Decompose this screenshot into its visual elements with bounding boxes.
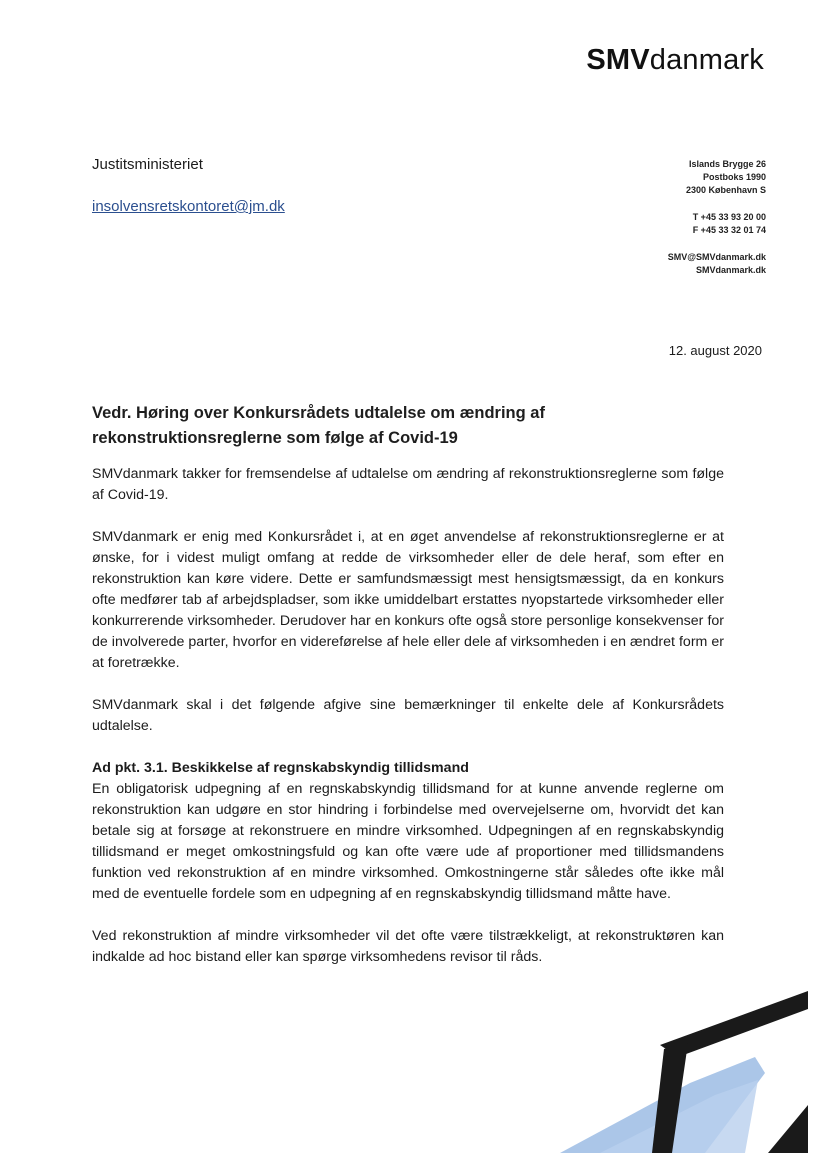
brand-decoration-graphic <box>540 985 810 1155</box>
sender-address-line: Postboks 1990 <box>702 172 766 182</box>
recipient-email-link[interactable]: insolvensretskontoret@jm.dk <box>92 198 285 215</box>
letter-subject: Vedr. Høring over Konkursrådets udtalelse om ændring af rekonstruktionsreglerne som følge af Covid-19 <box>92 404 545 447</box>
smvdanmark-logo: SMVdanmark <box>586 44 764 76</box>
letter-body <box>92 464 724 989</box>
sender-address-line: 2300 København S <box>685 185 766 195</box>
sender-address-line: Islands Brygge 26 <box>688 159 766 169</box>
sender-contact-block <box>668 158 766 277</box>
section-paragraph: En obligatorisk udpegning af en regnskabskyndig tillidsmand for at kunne anvende reglerne om rekonstruktion kan udgøre en stor hindring i forbindelse med overvejelserne om, hvorvidt det kan betale sig at forsøge at rekonstruere en mindre virksomhed. Udpegningen af en regnskabskyndig tillidsmand er meget omkostningsfuld og kan ofte være ude af proportioner med tillidsmandens funktion ved rekonstruktion af en mindre virksomhed. Omkostningerne står således ofte ikke mål med de eventuelle fordele som en udpegning af en regnskabskyndig tillidsmand måtte have. <box>92 781 724 902</box>
sender-phone: T +45 33 93 20 00 <box>692 212 766 222</box>
sender-fax: F +45 33 32 01 74 <box>692 225 766 235</box>
letter-date: 12. august 2020 <box>668 343 762 358</box>
recipient-name: Justitsministeriet <box>92 156 203 173</box>
section-heading: Ad pkt. 3.1. Beskikkelse af regnskabskyndig tillidsmand <box>92 760 469 776</box>
body-paragraph: SMVdanmark er enig med Konkursrådet i, at en øget anvendelse af rekonstruktionsreglerne er at ønske, for i videst muligt omfang at redde de virksomheder eller de dele heraf, som efter en rekonstruktion kan køre videre. Dette er samfundsmæssigt mest hensigtsmæssigt, da en konkurs ofte medfører tab af arbejdspladser, som ikke umiddelbart erstattes nyopstartede virksomheder eller konkurrerende virksomheder. Derudover har en konkurs ofte også store personlige konsekvenser for de involverede parter, hvorfor en videreførelse af hele eller dele af virksomheden i en ændret form er at foretrække. <box>92 529 724 671</box>
body-paragraph: SMVdanmark takker for fremsendelse af udtalelse om ændring af rekonstruktionsreglerne som følge af Covid-19. <box>92 466 724 503</box>
sender-email: SMV@SMVdanmark.dk <box>667 252 766 262</box>
section-paragraph: Ved rekonstruktion af mindre virksomheder vil det ofte være tilstrækkeligt, at rekonstruktøren kan indkalde ad hoc bistand eller kan spørge virksomhedens revisor til råds. <box>92 928 724 965</box>
sender-website: SMVdanmark.dk <box>695 265 766 275</box>
body-paragraph: SMVdanmark skal i det følgende afgive sine bemærkninger til enkelte dele af Konkursrådets udtalelse. <box>92 697 724 734</box>
